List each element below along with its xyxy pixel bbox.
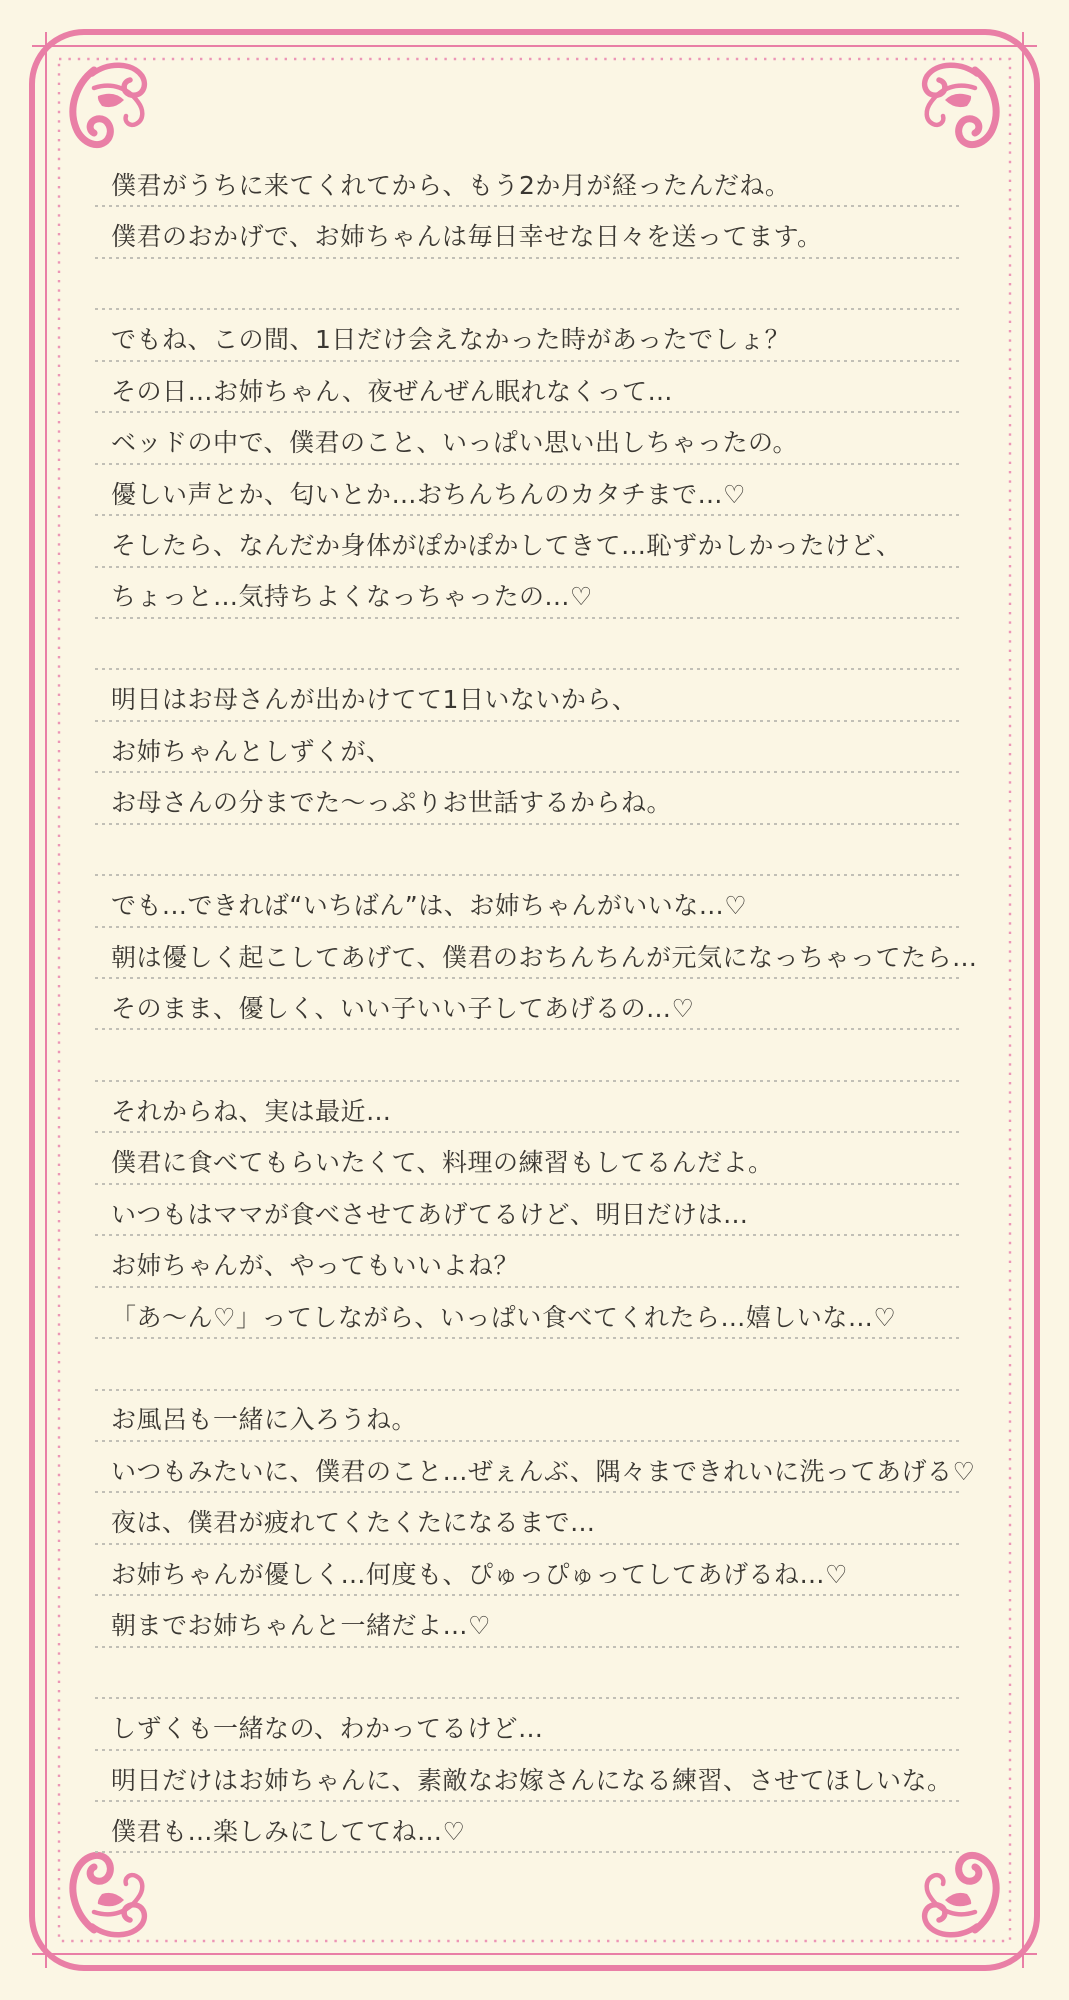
letter-line-text: 「あ〜ん♡」ってしながら、いっぱい食べてくれたら…嬉しいな…♡ — [111, 1302, 897, 1332]
letter-lines — [95, 156, 978, 1853]
letter-line — [95, 310, 962, 361]
letter-line — [95, 1802, 962, 1853]
letter-line-empty — [95, 1030, 962, 1081]
letter-line — [95, 568, 962, 619]
letter-line-empty — [95, 259, 962, 310]
letter-line-text: しずくも一緒なの、わかってるけど… — [111, 1714, 544, 1744]
letter-line — [95, 1545, 962, 1596]
letter-line — [95, 1236, 962, 1287]
letter-line — [95, 413, 962, 464]
letter-line-text: 僕君も…楽しみにしててね…♡ — [111, 1816, 466, 1846]
letter-line-text: 夜は、僕君が疲れてくたくたになるまで… — [111, 1508, 596, 1538]
letter-line-text: 明日だけはお姉ちゃんに、素敵なお嫁さんになる練習、させてほしいな。 — [111, 1765, 953, 1795]
letter-line-text: 優しい声とか、匂いとか…おちんちんのカタチまで…♡ — [111, 479, 746, 509]
letter-line-text: お姉ちゃんとしずくが、 — [111, 736, 392, 766]
letter-line — [95, 1493, 962, 1544]
letter-line-text: お風呂も一緒に入ろうね。 — [111, 1405, 418, 1435]
letter-line-text: でも...できれば“いちばん”は、お姉ちゃんがいいな…♡ — [111, 891, 748, 921]
letter-line — [95, 1185, 962, 1236]
letter-line — [95, 516, 962, 567]
letter-line — [95, 1133, 962, 1184]
letter-line — [95, 773, 962, 824]
letter-line — [95, 1442, 976, 1493]
letter-line — [95, 876, 962, 927]
letter-line — [95, 979, 962, 1030]
letter-line — [95, 1391, 962, 1442]
letter-line — [95, 207, 962, 258]
flourish-icon-bottom-right — [925, 1855, 996, 1934]
letter-line-text: お母さんの分までた〜っぷりお世話するからね。 — [111, 788, 673, 818]
letter-line — [95, 362, 962, 413]
letter-line — [95, 156, 962, 207]
letter-line-text: 朝までお姉ちゃんと一緒だよ…♡ — [111, 1611, 491, 1641]
letter-line-empty — [95, 1648, 962, 1699]
letter-line — [95, 1699, 962, 1750]
letter-line — [95, 1596, 962, 1647]
letter-line-text: ベッドの中で、僕君のこと、いっぱい思い出しちゃったの。 — [111, 428, 799, 458]
letter-line-text: 明日はお母さんが出かけてて1日いないから、 — [111, 685, 638, 715]
letter-line — [95, 1288, 962, 1339]
letter-line-text: 僕君がうちに来てくれてから、もう2か月が経ったんだね。 — [111, 170, 791, 200]
letter-line-text: そしたら、なんだか身体がぽかぽかしてきて…恥ずかしかったけど、 — [111, 531, 902, 560]
letter-line — [95, 928, 978, 979]
letter-line-text: 僕君に食べてもらいたくて、料理の練習もしてるんだよ。 — [111, 1148, 774, 1178]
letter-line-text: でもね、この間、1日だけ会えなかった時があったでしょ？ — [111, 325, 791, 355]
letter-line-empty — [95, 825, 962, 876]
flourish-icon-top-left — [73, 65, 144, 144]
letter-line — [95, 1082, 962, 1133]
letter-line-text: お姉ちゃんが優しく…何度も、ぴゅっぴゅってしてあげるね…♡ — [111, 1559, 848, 1589]
letter-line-text: いつもみたいに、僕君のこと…ぜぇんぶ、隅々まできれいに洗ってあげる♡ — [111, 1456, 976, 1486]
letter-line — [95, 465, 962, 516]
letter-line-text: いつもはママが食べさせてあげてるけど、明日だけは… — [111, 1199, 749, 1229]
letter-line-text: そのまま、優しく、いい子いい子してあげるの…♡ — [111, 993, 695, 1023]
letter-line-text: その日…お姉ちゃん、夜ぜんぜん眠れなくって… — [111, 376, 674, 406]
letter-line — [95, 1751, 962, 1802]
letter-line-text: ちょっと…気持ちよくなっちゃったの...♡ — [111, 582, 593, 612]
letter-line-text: 僕君のおかげで、お姉ちゃんは毎日幸せな日々を送ってます。 — [111, 222, 823, 252]
letter-line — [95, 670, 962, 721]
letter-line-text: それからね、実は最近… — [111, 1096, 392, 1126]
flourish-icon-top-right — [925, 65, 996, 144]
letter-line — [95, 722, 962, 773]
flourish-icon-bottom-left — [73, 1855, 144, 1934]
letter-line-text: お姉ちゃんが、やってもいいよね？ — [111, 1251, 520, 1281]
letter-line-empty — [95, 1339, 962, 1390]
letter-line-text: 朝は優しく起こしてあげて、僕君のおちんちんが元気になっちゃってたら… — [111, 942, 978, 972]
letter-line-empty — [95, 619, 962, 670]
